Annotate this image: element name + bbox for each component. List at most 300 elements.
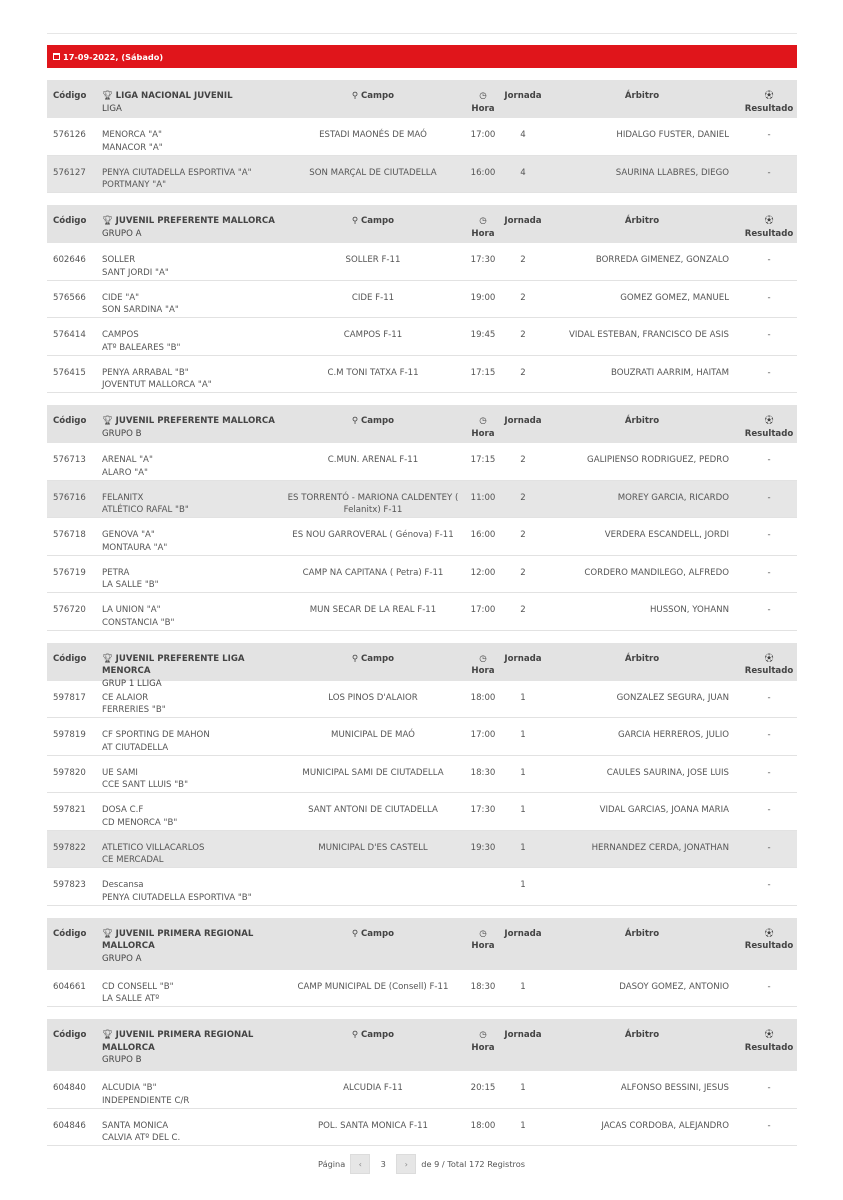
match-hora: 19:45 xyxy=(470,330,496,340)
match-code: 597817 xyxy=(53,692,86,703)
match-resultado: - xyxy=(767,567,771,578)
map-pin-icon: ⚲ xyxy=(351,91,361,101)
home-team: FELANITX xyxy=(102,492,144,503)
match-hora: 19:30 xyxy=(470,842,496,853)
match-hora: 17:15 xyxy=(470,367,496,378)
match-arbitro: GALIPIENSO RODRIGUEZ, PEDRO xyxy=(587,455,729,465)
match-jornada: 4 xyxy=(520,167,526,178)
match-hora: 18:30 xyxy=(470,767,496,778)
header-resultado xyxy=(741,643,797,681)
home-team: PETRA xyxy=(102,567,130,578)
header-jornada: Jornada xyxy=(504,928,542,939)
header-resultado xyxy=(741,205,797,243)
competition-name: LIGA NACIONAL JUVENIL xyxy=(115,91,233,101)
match-code: 604840 xyxy=(53,1083,86,1093)
match-jornada: 1 xyxy=(520,767,526,778)
match-jornada: 1 xyxy=(520,880,526,890)
header-campo-label: Campo xyxy=(360,216,395,226)
match-jornada: 1 xyxy=(520,692,526,703)
match-hora: 12:00 xyxy=(470,567,496,578)
match-campo: CAMP MUNICIPAL DE (Consell) F-11 xyxy=(297,981,449,992)
date-label: 17-09-2022, (Sábado) xyxy=(63,51,164,62)
match-jornada: 1 xyxy=(520,805,526,815)
header-arbitro: Árbitro xyxy=(624,91,660,101)
map-pin-icon: ⚲ xyxy=(351,1030,361,1040)
match-code: 602646 xyxy=(53,255,86,265)
header-hora-label: Hora xyxy=(471,666,495,676)
competition-table xyxy=(47,405,797,631)
competition-name: JUVENIL PREFERENTE MALLORCA xyxy=(115,216,275,226)
table-row xyxy=(47,678,797,719)
top-divider xyxy=(47,33,797,34)
competition-group: LIGA xyxy=(102,103,122,114)
away-team: MANACOR "A" xyxy=(102,142,163,153)
trophy-icon: 🏆︎ xyxy=(102,928,116,939)
match-hora: 16:00 xyxy=(470,167,496,178)
table-row xyxy=(47,593,797,631)
header-campo xyxy=(283,1019,463,1071)
match-teams xyxy=(97,356,283,393)
match-jornada: 1 xyxy=(520,1120,526,1131)
soccer-ball-icon: ⚽︎ xyxy=(764,1030,774,1040)
match-arbitro xyxy=(543,868,741,905)
away-team: CE MERCADAL xyxy=(102,855,164,865)
match-jornada: 2 xyxy=(520,530,526,540)
match-campo: C.M TONI TATXA F-11 xyxy=(327,367,419,378)
match-arbitro: VIDAL GARCIAS, JOANA MARIA xyxy=(599,805,729,815)
away-team: PENYA CIUTADELLA ESPORTIVA "B" xyxy=(102,892,252,903)
header-resultado xyxy=(741,405,797,443)
match-teams xyxy=(97,1109,283,1146)
match-arbitro: MOREY GARCIA, RICARDO xyxy=(617,492,729,503)
table-row xyxy=(47,281,797,319)
match-jornada: 2 xyxy=(520,330,526,340)
match-code: 597823 xyxy=(53,880,86,890)
match-teams xyxy=(97,756,283,793)
match-code: 576713 xyxy=(53,455,86,465)
header-hora-label: Hora xyxy=(471,103,495,114)
competition-group: GRUPO B xyxy=(102,428,142,439)
table-row xyxy=(47,443,797,481)
header-campo-label: Campo xyxy=(360,91,395,101)
match-campo: SON MARÇAL DE CIUTADELLA xyxy=(309,167,437,178)
header-arbitro: Árbitro xyxy=(624,928,660,939)
header-campo xyxy=(283,918,463,970)
table-row xyxy=(47,1071,797,1109)
home-team: SANTA MONICA xyxy=(102,1120,169,1131)
prev-page-button[interactable]: ‹ xyxy=(350,1154,370,1174)
away-team: CONSTANCIA "B" xyxy=(102,617,175,628)
match-jornada: 1 xyxy=(520,1083,526,1093)
match-resultado: - xyxy=(767,605,771,615)
header-hora xyxy=(463,80,503,118)
header-codigo: Código xyxy=(53,1030,87,1040)
home-team: DOSA C.F xyxy=(102,805,144,815)
header-campo-label: Campo xyxy=(360,416,395,426)
calendar-icon xyxy=(53,53,60,60)
pagination-label: Página xyxy=(318,1159,346,1169)
header-hora-label: Hora xyxy=(471,941,495,951)
match-arbitro: HERNANDEZ CERDA, JONATHAN xyxy=(591,842,729,853)
match-resultado: - xyxy=(767,367,771,378)
header-resultado xyxy=(741,918,797,970)
match-code: 576719 xyxy=(53,567,86,578)
table-row xyxy=(47,156,797,194)
match-code: 576414 xyxy=(53,330,86,340)
soccer-ball-icon: ⚽︎ xyxy=(764,416,774,426)
match-jornada: 4 xyxy=(520,130,526,140)
header-arbitro: Árbitro xyxy=(624,416,660,426)
map-pin-icon: ⚲ xyxy=(351,416,361,426)
header-hora xyxy=(463,205,503,243)
away-team: JOVENTUT MALLORCA "A" xyxy=(102,380,212,390)
table-row xyxy=(47,518,797,556)
match-jornada: 2 xyxy=(520,455,526,465)
table-row xyxy=(47,481,797,519)
header-campo xyxy=(283,405,463,443)
match-hora: 18:00 xyxy=(470,1120,496,1131)
header-hora xyxy=(463,918,503,970)
home-team: ARENAL "A" xyxy=(102,455,153,465)
header-arbitro: Árbitro xyxy=(624,1030,660,1040)
match-hora: 17:00 xyxy=(470,130,496,140)
match-code: 604661 xyxy=(53,981,86,992)
away-team: FERRERIES "B" xyxy=(102,705,166,715)
competition-title xyxy=(97,1019,283,1071)
match-arbitro: BORREDA GIMENEZ, GONZALO xyxy=(595,255,729,265)
header-resultado-label: Resultado xyxy=(744,666,794,676)
header-campo-label: Campo xyxy=(360,653,395,664)
match-resultado: - xyxy=(767,167,771,178)
away-team: CCE SANT LLUIS "B" xyxy=(102,780,189,790)
competition-group: GRUPO B xyxy=(102,1055,142,1065)
table-row xyxy=(47,718,797,756)
header-codigo: Código xyxy=(53,416,87,426)
match-campo: ALCUDIA F-11 xyxy=(343,1083,403,1093)
match-hora: 19:00 xyxy=(470,292,496,303)
competition-table xyxy=(47,205,797,393)
home-team: PENYA CIUTADELLA ESPORTIVA "A" xyxy=(102,167,252,178)
match-arbitro: BOUZRATI AARRIM, HAITAM xyxy=(611,367,729,378)
header-arbitro: Árbitro xyxy=(624,216,660,226)
trophy-icon: 🏆︎ xyxy=(102,653,116,664)
match-resultado: - xyxy=(767,981,771,992)
away-team: ATLÉTICO RAFAL "B" xyxy=(102,505,189,515)
match-teams xyxy=(97,281,283,318)
match-arbitro: GARCIA HERREROS, JULIO xyxy=(617,730,729,740)
away-team: LA SALLE ATº xyxy=(102,994,160,1004)
match-campo: MUNICIPAL D'ES CASTELL xyxy=(318,842,428,853)
match-hora: 18:00 xyxy=(470,692,496,703)
match-campo: MUN SECAR DE LA REAL F-11 xyxy=(309,605,437,615)
match-resultado: - xyxy=(767,255,771,265)
match-arbitro: GONZALEZ SEGURA, JUAN xyxy=(616,692,729,703)
match-teams xyxy=(97,243,283,280)
match-arbitro: HIDALGO FUSTER, DANIEL xyxy=(616,130,729,140)
header-campo-label: Campo xyxy=(360,1030,395,1040)
away-team: MONTAURA "A" xyxy=(102,542,168,553)
table-header-row xyxy=(47,405,797,443)
match-hora: 18:30 xyxy=(470,981,496,992)
match-jornada: 1 xyxy=(520,730,526,740)
table-row xyxy=(47,831,797,869)
trophy-icon: 🏆︎ xyxy=(102,91,116,101)
header-hora-label: Hora xyxy=(471,428,495,439)
match-campo: LOS PINOS D'ALAIOR xyxy=(328,692,418,703)
header-jornada: Jornada xyxy=(504,653,542,664)
match-resultado: - xyxy=(767,767,771,778)
match-hora xyxy=(463,868,503,905)
match-campo: C.MUN. ARENAL F-11 xyxy=(327,455,419,465)
match-code: 597822 xyxy=(53,842,86,853)
match-code: 576415 xyxy=(53,367,86,378)
home-team: CIDE "A" xyxy=(102,292,140,303)
match-campo: SANT ANTONI DE CIUTADELLA xyxy=(308,805,438,815)
clock-icon: ◷ xyxy=(479,91,487,101)
results-container xyxy=(47,0,797,1146)
away-team: SANT JORDI "A" xyxy=(102,267,169,278)
match-code: 597819 xyxy=(53,730,86,740)
match-campo xyxy=(283,868,463,905)
table-row xyxy=(47,756,797,794)
clock-icon: ◷ xyxy=(479,928,487,939)
match-jornada: 2 xyxy=(520,605,526,615)
match-jornada: 2 xyxy=(520,567,526,578)
match-teams xyxy=(97,831,283,868)
clock-icon: ◷ xyxy=(479,1030,487,1040)
next-page-button[interactable]: › xyxy=(396,1154,416,1174)
away-team: AT CIUTADELLA xyxy=(102,742,169,753)
competition-title xyxy=(97,205,283,243)
match-hora: 17:15 xyxy=(470,455,496,465)
away-team: ALARO "A" xyxy=(102,467,148,478)
table-header-row xyxy=(47,80,797,118)
away-team: LA SALLE "B" xyxy=(102,580,159,590)
match-jornada: 2 xyxy=(520,292,526,303)
match-resultado: - xyxy=(767,1083,771,1093)
header-hora xyxy=(463,405,503,443)
match-code: 604846 xyxy=(53,1120,86,1131)
table-row xyxy=(47,118,797,156)
competition-table xyxy=(47,918,797,1008)
match-code: 576566 xyxy=(53,292,86,303)
match-teams xyxy=(97,1071,283,1108)
header-hora xyxy=(463,1019,503,1071)
home-team: PENYA ARRABAL "B" xyxy=(102,367,189,378)
header-campo xyxy=(283,205,463,243)
match-hora: 17:00 xyxy=(470,605,496,615)
clock-icon: ◷ xyxy=(479,416,487,426)
header-hora-label: Hora xyxy=(471,1042,495,1053)
trophy-icon: 🏆︎ xyxy=(102,416,116,426)
header-resultado-label: Resultado xyxy=(744,228,794,239)
home-team: CF SPORTING DE MAHON xyxy=(102,730,210,740)
header-resultado-label: Resultado xyxy=(744,1042,794,1053)
match-campo: CAMP NA CAPITANA ( Petra) F-11 xyxy=(302,567,444,578)
map-pin-icon: ⚲ xyxy=(351,928,361,939)
match-jornada: 1 xyxy=(520,842,526,853)
match-teams xyxy=(97,678,283,718)
competition-name: JUVENIL PRIMERA REGIONAL MALLORCA xyxy=(102,1030,254,1053)
match-resultado: - xyxy=(767,292,771,303)
match-resultado: - xyxy=(767,1120,771,1131)
competition-table xyxy=(47,80,797,193)
home-team: MENORCA "A" xyxy=(102,130,162,140)
competition-title xyxy=(97,918,283,970)
match-code: 576718 xyxy=(53,530,86,540)
match-teams xyxy=(97,118,283,155)
trophy-icon: 🏆︎ xyxy=(102,1030,116,1040)
header-hora xyxy=(463,643,503,681)
match-teams xyxy=(97,481,283,518)
header-codigo: Código xyxy=(53,91,87,101)
header-jornada: Jornada xyxy=(504,91,542,101)
match-hora: 16:00 xyxy=(470,530,496,540)
header-campo xyxy=(283,643,463,681)
match-teams xyxy=(97,970,283,1007)
match-arbitro: HUSSON, YOHANN xyxy=(649,605,729,615)
match-campo: ES NOU GARROVERAL ( Génova) F-11 xyxy=(292,530,454,540)
map-pin-icon: ⚲ xyxy=(351,653,361,664)
header-arbitro: Árbitro xyxy=(624,653,660,664)
match-arbitro: CAULES SAURINA, JOSE LUIS xyxy=(606,767,729,778)
match-arbitro: DASOY GOMEZ, ANTONIO xyxy=(619,981,729,992)
match-resultado: - xyxy=(767,130,771,140)
away-team: INDEPENDIENTE C/R xyxy=(102,1095,190,1106)
away-team: SON SARDINA "A" xyxy=(102,305,179,315)
match-jornada: 1 xyxy=(520,981,526,992)
home-team: ATLETICO VILLACARLOS xyxy=(102,842,205,853)
match-hora: 17:30 xyxy=(470,255,496,265)
table-header-row xyxy=(47,643,797,689)
competition-group: GRUPO A xyxy=(102,228,142,239)
match-arbitro: VIDAL ESTEBAN, FRANCISCO DE ASIS xyxy=(569,330,729,340)
home-team: CAMPOS xyxy=(102,330,139,340)
home-team: ALCUDIA "B" xyxy=(102,1083,157,1093)
header-hora-label: Hora xyxy=(471,228,495,239)
match-hora: 17:30 xyxy=(470,805,496,815)
pagination-summary: de 9 / Total 172 Registros xyxy=(421,1159,525,1169)
home-team: SOLLER xyxy=(102,255,136,265)
away-team: CALVIA ATº DEL C. xyxy=(102,1133,181,1143)
header-codigo: Código xyxy=(53,653,87,664)
match-teams xyxy=(97,593,283,630)
match-arbitro: GOMEZ GOMEZ, MANUEL xyxy=(620,292,729,303)
table-row xyxy=(47,356,797,394)
home-team: UE SAMI xyxy=(102,767,138,778)
match-resultado: - xyxy=(767,455,771,465)
match-campo: MUNICIPAL DE MAÓ xyxy=(331,730,415,740)
current-page: 3 xyxy=(380,1159,386,1169)
home-team: LA UNION "A" xyxy=(102,605,161,615)
trophy-icon: 🏆︎ xyxy=(102,216,116,226)
away-team: ATº BALEARES "B" xyxy=(102,342,181,353)
match-resultado: - xyxy=(767,730,771,740)
match-resultado: - xyxy=(767,842,771,853)
match-resultado: - xyxy=(767,492,771,503)
competition-name: JUVENIL PRIMERA REGIONAL MALLORCA xyxy=(102,928,254,951)
match-jornada: 2 xyxy=(520,492,526,503)
match-code: 576716 xyxy=(53,492,86,503)
competition-group: GRUPO A xyxy=(102,953,142,964)
competition-table xyxy=(47,643,797,906)
match-jornada: 2 xyxy=(520,367,526,378)
soccer-ball-icon: ⚽︎ xyxy=(764,653,774,664)
match-resultado: - xyxy=(767,880,771,890)
match-teams xyxy=(97,156,283,193)
competition-name: JUVENIL PREFERENTE LIGA MENORCA xyxy=(102,653,245,676)
competition-table xyxy=(47,1019,797,1146)
map-pin-icon: ⚲ xyxy=(351,216,361,226)
header-jornada: Jornada xyxy=(504,216,542,226)
header-resultado-label: Resultado xyxy=(744,428,794,439)
away-team: CD MENORCA "B" xyxy=(102,817,178,828)
match-teams xyxy=(97,318,283,355)
away-team: PORTMANY "A" xyxy=(102,180,167,190)
table-header-row xyxy=(47,918,797,970)
header-jornada: Jornada xyxy=(504,1030,542,1040)
header-codigo: Código xyxy=(53,216,87,226)
header-resultado xyxy=(741,1019,797,1071)
match-hora: 17:00 xyxy=(470,730,496,740)
date-header xyxy=(47,45,797,68)
match-campo: ES TORRENTÓ - MARIONA CALDENTEY ( Felanitx) F-11 xyxy=(287,492,459,515)
competition-title xyxy=(97,405,283,443)
match-arbitro: CORDERO MANDILEGO, ALFREDO xyxy=(584,567,729,578)
match-code: 597820 xyxy=(53,767,86,778)
home-team: Descansa xyxy=(102,880,144,890)
header-codigo: Código xyxy=(53,928,87,939)
home-team: GENOVA "A" xyxy=(102,530,155,540)
table-header-row xyxy=(47,205,797,243)
header-resultado-label: Resultado xyxy=(744,941,794,951)
header-resultado-label: Resultado xyxy=(744,103,794,114)
match-campo: CAMPOS F-11 xyxy=(343,330,403,340)
match-resultado: - xyxy=(767,530,771,540)
match-resultado: - xyxy=(767,805,771,815)
match-arbitro: ALFONSO BESSINI, JESUS xyxy=(620,1083,729,1093)
clock-icon: ◷ xyxy=(479,653,487,664)
competition-name: JUVENIL PREFERENTE MALLORCA xyxy=(115,416,275,426)
competition-group: GRUP 1 LLIGA xyxy=(102,678,162,689)
match-hora: 20:15 xyxy=(470,1083,496,1093)
table-row xyxy=(47,868,797,906)
match-teams xyxy=(97,518,283,555)
competitions-list xyxy=(47,80,797,1146)
header-campo xyxy=(283,80,463,118)
match-campo: POL. SANTA MONICA F-11 xyxy=(317,1120,429,1131)
match-teams xyxy=(97,868,283,905)
match-teams xyxy=(97,443,283,480)
match-resultado: - xyxy=(767,330,771,340)
header-jornada: Jornada xyxy=(504,416,542,426)
match-teams xyxy=(97,718,283,755)
match-campo: MUNICIPAL SAMI DE CIUTADELLA xyxy=(302,767,444,778)
competition-title xyxy=(97,643,283,689)
pagination xyxy=(0,1154,843,1174)
match-campo: CIDE F-11 xyxy=(351,292,395,303)
soccer-ball-icon: ⚽︎ xyxy=(764,928,774,939)
match-arbitro: VERDERA ESCANDELL, JORDI xyxy=(604,530,729,540)
clock-icon: ◷ xyxy=(479,216,487,226)
header-resultado xyxy=(741,80,797,118)
competition-title xyxy=(97,80,283,118)
match-code: 576720 xyxy=(53,605,86,615)
match-code: 576126 xyxy=(53,130,86,140)
match-code: 597821 xyxy=(53,805,86,815)
table-row xyxy=(47,793,797,831)
home-team: CD CONSELL "B" xyxy=(102,981,174,992)
